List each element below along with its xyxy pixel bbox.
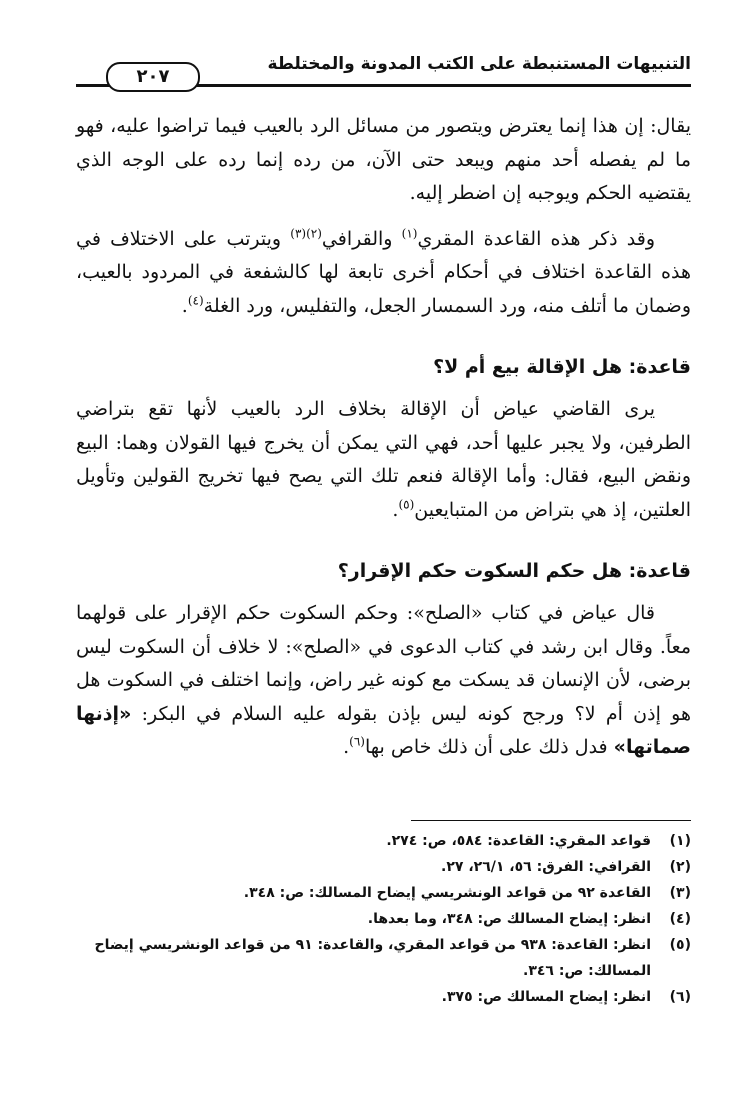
footnote-text: قواعد المقري: القاعدة: ٥٨٤، ص: ٢٧٤. [386, 833, 651, 849]
paragraph-2-end: . [181, 294, 188, 317]
paragraph-2-part-c: ويترتب على الاختلاف في هذه القاعدة اختلاف في أحكام أخرى تابعة لها كالشفعة في المردود بالعيب، وضمان ما أتلف منه، ورد السمسار الجعل، والتفليس، ورد الغلة [76, 227, 691, 317]
paragraph-3-end: . [392, 498, 399, 521]
footnote-number: (١) [669, 833, 691, 849]
paragraph-1: يقال: إن هذا إنما يعترض ويتصور من مسائل الرد بالعيب فيما تراضوا عليه، فهو ما لم يفصله أحد منهم ويبعد حتى الآن، من رده إنما رده على الوجه الذي يقتضيه الحكم ويوجبه إن اضطر إليه. [76, 115, 691, 204]
footnote-item [56, 854, 691, 880]
footnote-item [56, 906, 691, 932]
footnote-number: (٤) [669, 911, 691, 927]
paragraph-2 [76, 223, 691, 324]
paragraph-2-part-b: والقرافي [321, 227, 402, 250]
footnote-ref-5: (٥) [398, 497, 415, 512]
section-heading-iqala: قاعدة: هل الإقالة بيع أم لا؟ [433, 356, 691, 378]
header-title: التنبيهات المستنبطة على الكتب المدونة والمختلطة [267, 54, 691, 74]
paragraph-4-part-a: قال عياض في كتاب «الصلح»: وحكم السكوت حكم الإقرار على قولهما معاً. وقال ابن رشد في كتاب الدعوى في «الصلح»: لا خلاف أن السكوت ليس برضى، لأن الإنسان قد يسكت مع كونه غير راض، وإنما اختلف في السكوت هل هو إذن أم لا؟ ورجح كونه ليس بإذن بقوله عليه السلام في البكر: [76, 602, 691, 725]
paragraph-4-end: . [343, 736, 350, 758]
footnote-ref-2-3: (٢)(٣) [290, 226, 322, 241]
paragraph-2-part-a: وقد ذكر هذه القاعدة المقري [417, 227, 656, 250]
footnote-text: انظر: إيضاح المسالك ص: ٣٤٨، وما بعدها. [367, 911, 651, 927]
paragraph-3-text: يرى القاضي عياض أن الإقالة بخلاف الرد بالعيب لأنها تقع بتراضي الطرفين، ولا يجبر عليها أحد، فهي التي يمكن أن يخرج فيها القولان وهما: البيع ونقض البيع، فقال: وأما الإقالة فنعم تلك التي يصح فيها تخريج القولين وتأويل العلتين، إذ هي بتراض من المتبايعين [76, 398, 691, 521]
footnote-item [56, 880, 691, 906]
footnote-number: (٥) [669, 937, 691, 953]
footnote-text: انظر: إيضاح المسالك ص: ٣٧٥. [441, 989, 651, 1005]
footnote-text: القاعدة ٩٢ من قواعد الونشريسي إيضاح المسالك: ص: ٣٤٨. [243, 885, 651, 901]
footnote-number: (٦) [669, 989, 691, 1005]
page-number: ٢٠٧ [106, 62, 200, 92]
footnote-item [56, 984, 691, 1010]
footnote-number: (٢) [669, 859, 691, 875]
hadith-quote: «إذنها صماتها» [76, 702, 691, 758]
footnotes [56, 828, 691, 1010]
footnote-number: (٣) [669, 885, 691, 901]
footnote-item [56, 932, 691, 984]
footnote-text: انظر: القاعدة: ٩٣٨ من قواعد المقري، والقاعدة: ٩١ من قواعد الونشريسي إيضاح المسالك: ص: ٣٤٦. [94, 937, 651, 979]
paragraph-4-part-b: فدل ذلك على أن ذلك خاص بها [364, 736, 614, 758]
paragraph-4 [76, 597, 691, 765]
footnote-text: القرافي: الفرق: ٥٦، ٢٦/١، ٢٧. [441, 859, 651, 875]
paragraph-3 [76, 393, 691, 527]
running-header [76, 40, 691, 88]
main-text [76, 110, 691, 777]
footnote-separator [411, 820, 691, 821]
footnote-ref-1: (١) [401, 226, 418, 241]
footnote-ref-4: (٤) [187, 293, 204, 308]
section-heading-sukut: قاعدة: هل حكم السكوت حكم الإقرار؟ [337, 560, 691, 582]
footnote-item [56, 828, 691, 854]
footnote-ref-6: (٦) [349, 734, 365, 749]
